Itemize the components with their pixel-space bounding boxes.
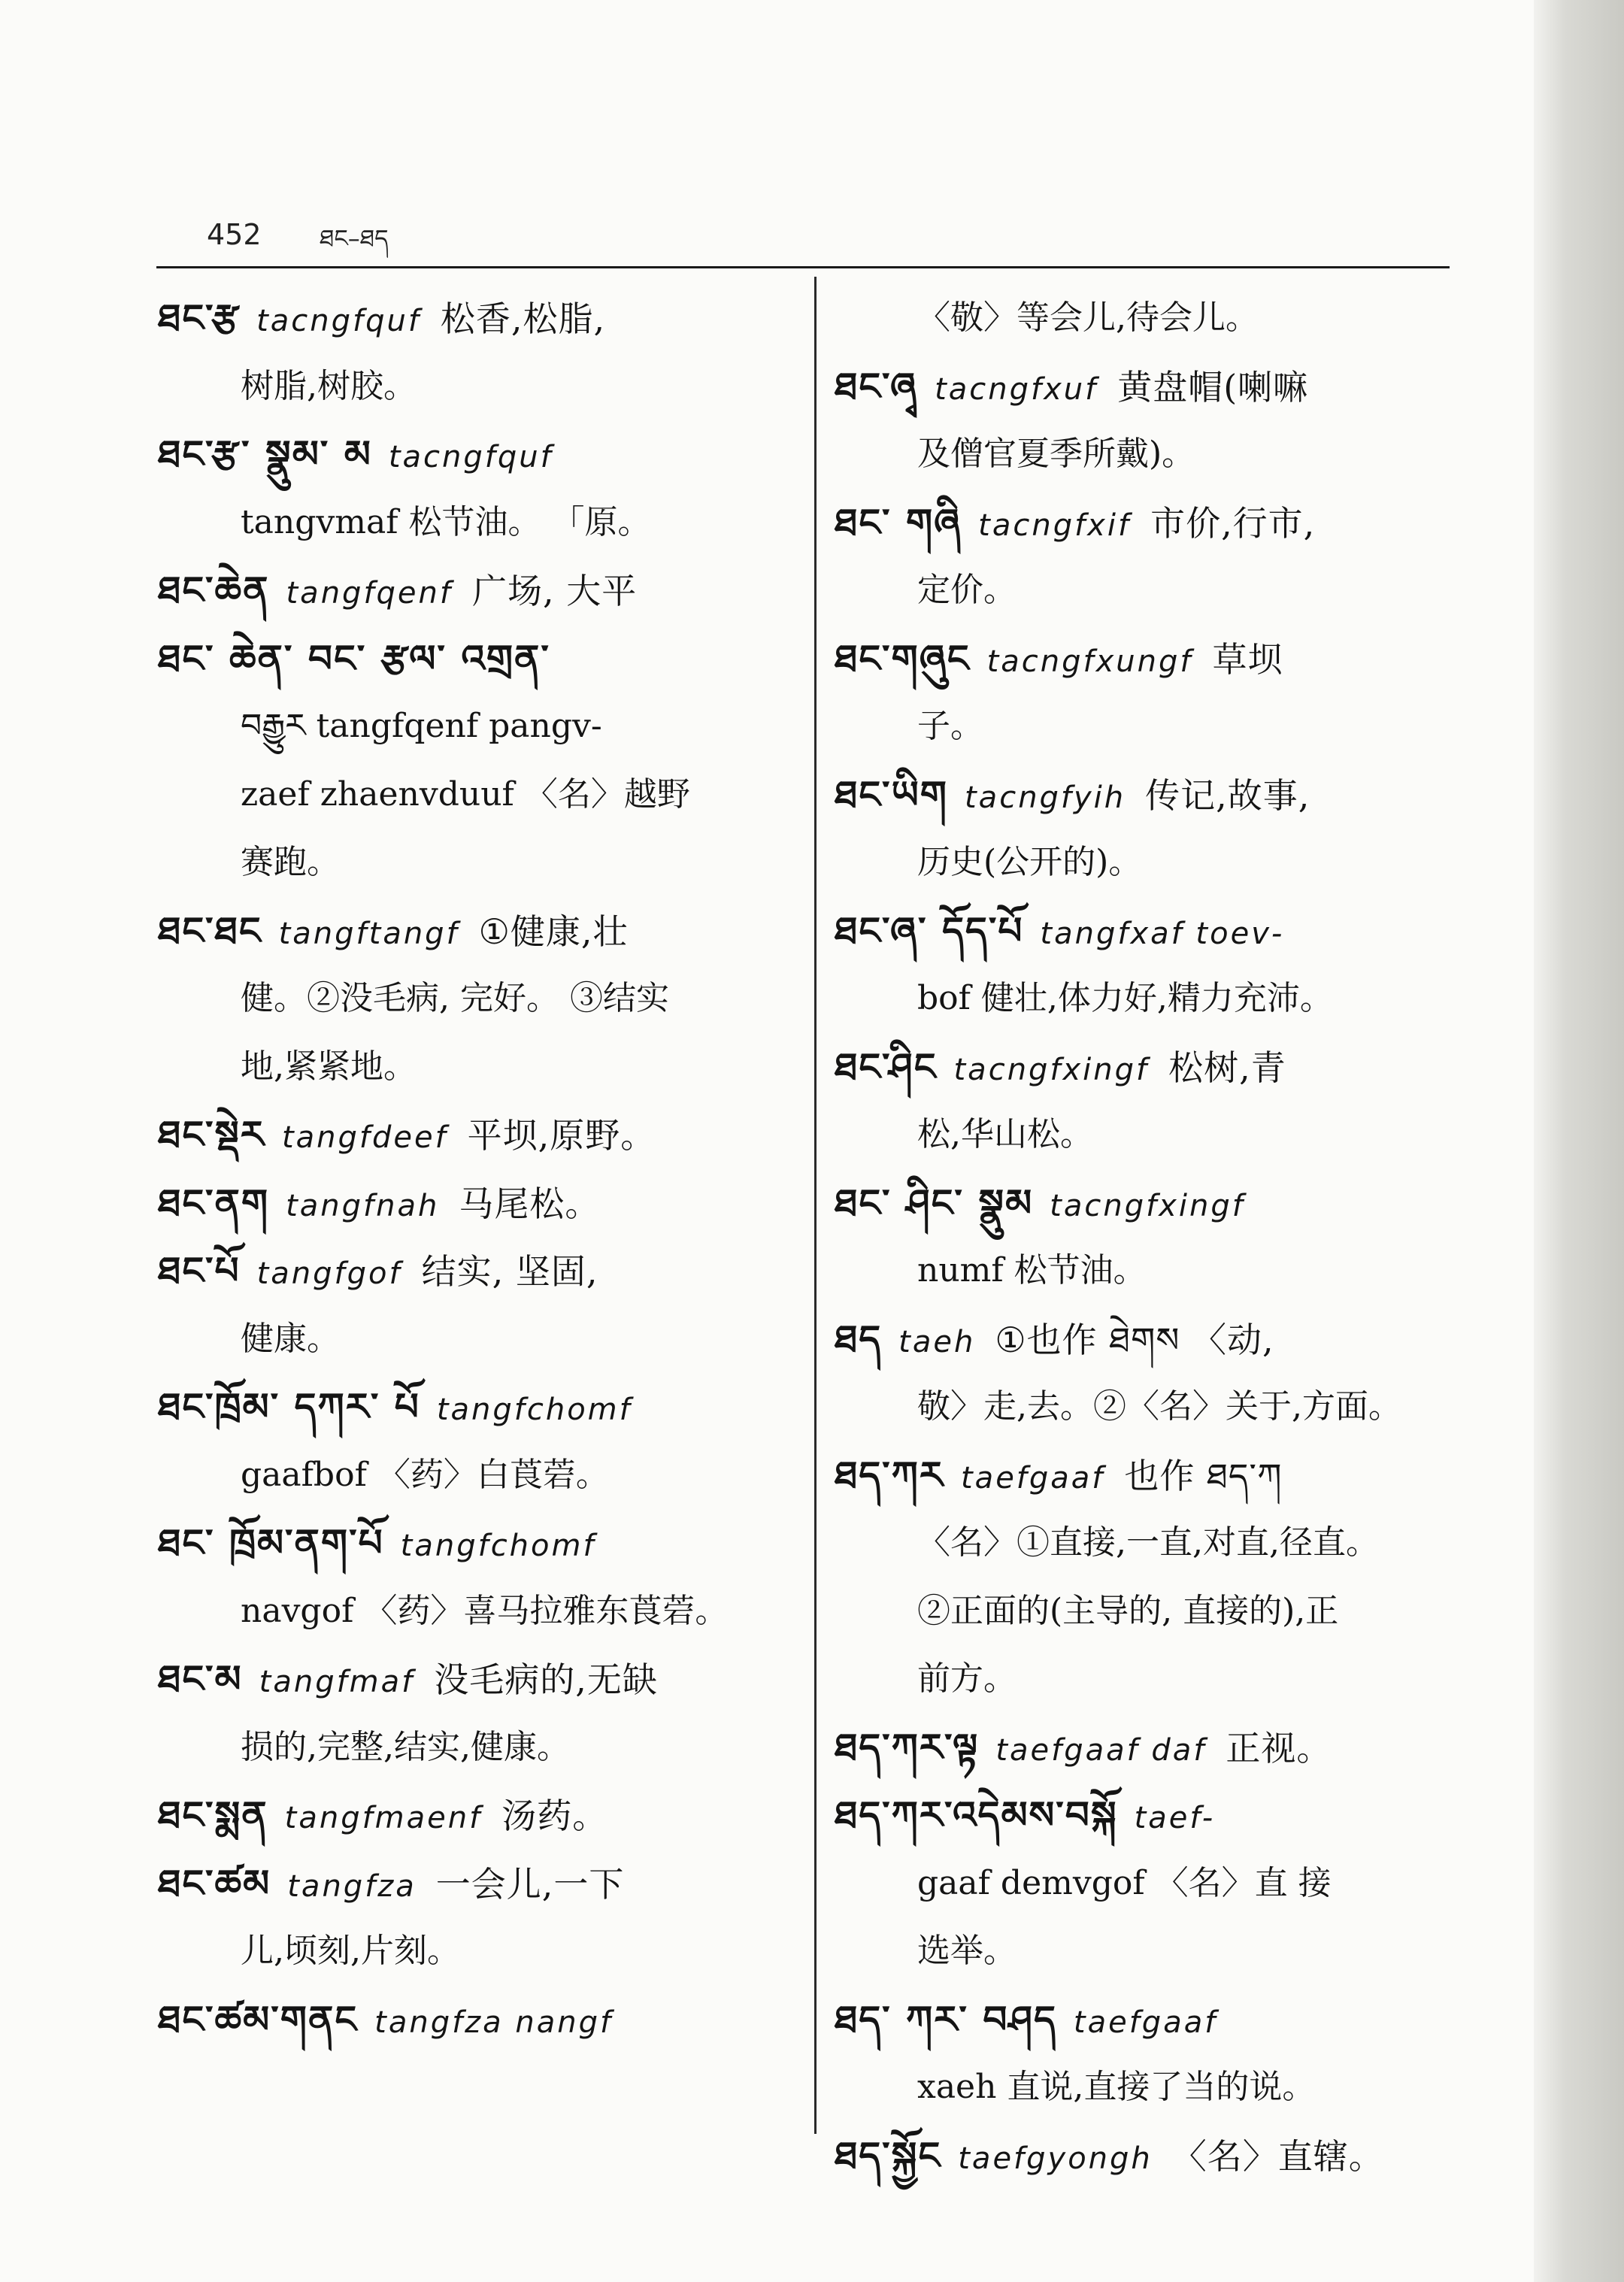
tibetan-headword: ཐད་ ཀར་ བཤད	[835, 1997, 1057, 2041]
entry-line	[158, 556, 797, 625]
chinese-definition: 平坝,原野。	[467, 1115, 656, 1156]
tibetan-headword: ཐང་ ཁྲོམ་ནག་པོ	[158, 1521, 384, 1565]
entry-continuation-line: zaef zhaenvduuf 〈名〉越野	[241, 774, 690, 814]
tibetan-headword: ཐང་རྩ	[158, 296, 241, 340]
tibetan-headword: ཐང་ནག	[158, 1180, 270, 1225]
tibetan-headword: ཐད་ཀར་འདེམས་བསྐོ	[835, 1793, 1118, 1837]
entry-continuation-line: bof 健壮,体力好,精力充沛。	[917, 979, 1333, 1017]
entry-continuation-line: 赛跑。	[241, 843, 340, 881]
page-number: 452	[207, 218, 262, 251]
entry-line	[835, 1714, 1474, 1782]
romanization: taeh	[898, 1324, 976, 1359]
romanization: tangfza nangf	[374, 2005, 614, 2040]
entry-line	[158, 897, 797, 965]
entry-line	[835, 897, 1474, 965]
tibetan-headword: ཐང་ གཞི	[835, 500, 962, 544]
tibetan-headword: ཐང་ ཆེན་ བང་ རྩལ་ འགྲན་	[158, 636, 550, 680]
column-divider	[814, 277, 817, 2134]
romanization: tacngfxingf	[953, 1052, 1150, 1087]
tibetan-headword: ཐད་ཀར་ལྟ	[835, 1725, 980, 1769]
chinese-definition: 没毛病的,无缺	[434, 1659, 658, 1700]
romanization: tacngfxingf	[1050, 1188, 1245, 1223]
romanization: taefgaaf daf	[995, 1732, 1207, 1768]
tibetan-headword: ཐད	[835, 1317, 883, 1361]
entry-line	[158, 284, 797, 353]
chinese-definition: 也作 ཐད་ཀ	[1124, 1455, 1283, 1496]
tibetan-headword: ཐང་རྩ་ སྣུམ་ མ	[158, 432, 372, 476]
tibetan-headword: ཐང་མ	[158, 1657, 243, 1701]
tibetan-headword: ཐང་གཞུང	[835, 636, 971, 680]
entry-continuation-line: xaeh 直说,直接了当的说。	[917, 2068, 1316, 2106]
chinese-definition: ①健康,壮	[478, 911, 629, 952]
entry-line	[158, 420, 797, 489]
romanization: tacngfquf	[388, 440, 553, 474]
chinese-definition: 草坝	[1212, 638, 1283, 680]
tibetan-headword: ཐང་ཁྲོམ་ དཀར་ པོ	[158, 1385, 420, 1429]
entry-line	[158, 1101, 797, 1169]
entry-line	[158, 1781, 797, 1850]
entry-line	[158, 1509, 797, 1577]
entry-continuation-line: 定价。	[917, 571, 1017, 609]
romanization: taef-	[1134, 1801, 1216, 1835]
tibetan-headword: ཐད་ཀར	[835, 1453, 944, 1497]
entry-continuation-line: བརྒྱུར tangfqenf pangv-	[241, 707, 602, 745]
entry-continuation-line: 儿,顷刻,片刻。	[241, 1932, 460, 1970]
tibetan-headword: ཐང་ཞ་ དོད་པོ	[835, 908, 1024, 953]
entry-continuation-line: 树脂,树胶。	[241, 366, 417, 405]
romanization: tangftangf	[278, 916, 459, 951]
chinese-definition: 一会儿,一下	[435, 1863, 625, 1905]
tibetan-headword: ཐང་པོ	[158, 1249, 241, 1293]
romanization: tangfdeef	[281, 1120, 448, 1155]
entry-continuation-line: 子。	[917, 707, 983, 745]
romanization: taefgyongh	[958, 2141, 1153, 2176]
chinese-definition: 传记,故事,	[1145, 774, 1310, 816]
tibetan-headword: ཐང་ཐང	[158, 908, 262, 953]
chinese-definition: 市价,行市,	[1150, 502, 1316, 544]
romanization: tangfmaf	[259, 1665, 415, 1699]
romanization: tangfqenf	[286, 576, 453, 611]
entry-continuation-line: 及僧官夏季所戴)。	[917, 435, 1195, 473]
chinese-definition: ①也作 ཐེགས 〈动,	[995, 1319, 1274, 1360]
chinese-definition: 〈名〉直辖。	[1171, 2135, 1384, 2177]
right-column	[835, 284, 1474, 2190]
entry-line	[158, 1645, 797, 1714]
entry-continuation-line: 地,紧紧地。	[241, 1047, 417, 1086]
romanization: tacngfquf	[256, 304, 421, 338]
romanization: tangfnah	[286, 1188, 440, 1223]
entry-line	[158, 1373, 797, 1441]
entry-line	[158, 625, 797, 693]
entry-line	[835, 1986, 1474, 2054]
entry-continuation-line: tangvmaf 松节油。 「原。	[241, 502, 651, 541]
tibetan-headword: ཐང་ཞྭ	[835, 364, 919, 408]
romanization: tangfxaf toev-	[1040, 916, 1285, 951]
chinese-definition: 马尾松。	[459, 1183, 601, 1224]
entry-line	[835, 761, 1474, 829]
chinese-definition: 广场, 大平	[471, 571, 638, 611]
tibetan-headword: ཐང་ ཤིང་ སྣུམ	[835, 1180, 1034, 1225]
entry-continuation-line: 健康。	[241, 1319, 340, 1358]
romanization: tacngfxungf	[986, 644, 1193, 679]
chinese-definition: 结实, 坚固,	[421, 1251, 598, 1292]
entry-line	[835, 1033, 1474, 1102]
entry-line	[835, 1781, 1474, 1850]
chinese-definition: 黄盘帽(喇嘛	[1117, 366, 1309, 408]
entry-line	[158, 1169, 797, 1238]
chinese-definition: 松树,青	[1168, 1047, 1286, 1088]
romanization: taefgaaf	[961, 1460, 1105, 1496]
romanization: tacngfxif	[978, 508, 1132, 543]
tibetan-headword: ཐང་ཡིག	[835, 772, 948, 817]
entry-line	[835, 353, 1474, 421]
chinese-definition: 汤药。	[501, 1796, 608, 1836]
tibetan-headword: ཐང་ཚམ	[158, 1861, 271, 1905]
tibetan-headword: ཐང་ཆེན	[158, 568, 270, 612]
entry-continuation-line: numf 松节油。	[917, 1251, 1147, 1289]
entry-continuation-line: 历史(公开的)。	[917, 843, 1142, 881]
entry-continuation-line: 〈名〉①直接,一直,对直,径直。	[917, 1523, 1379, 1562]
header-rule	[156, 266, 1450, 268]
entry-continuation-line: 健。②没毛病, 完好。 ③结实	[241, 979, 669, 1017]
entry-continuation-line: ②正面的(主导的, 直接的),正	[917, 1591, 1339, 1630]
entry-line	[835, 625, 1474, 693]
entry-line	[835, 2122, 1474, 2190]
entry-line	[158, 1850, 797, 1918]
romanization: taefgaaf	[1073, 2005, 1218, 2040]
romanization: tangfchomf	[400, 1529, 596, 1563]
romanization: tacngfyih	[965, 780, 1126, 815]
entry-line	[835, 489, 1474, 557]
entry-line	[835, 1305, 1474, 1374]
entry-line	[158, 1986, 797, 2054]
entry-continuation-line: gaaf demvgof 〈名〉直 接	[917, 1863, 1332, 1902]
entry-continuation-line: 选举。	[917, 1932, 1017, 1970]
entry-continuation-line: 损的,完整,结实,健康。	[241, 1727, 570, 1766]
romanization: tacngfxuf	[935, 371, 1098, 407]
scan-edge-shadow	[1534, 0, 1624, 2282]
entry-line	[835, 1169, 1474, 1238]
entry-continuation-line: navgof 〈药〉喜马拉雅东莨菪。	[241, 1591, 729, 1630]
page-headword-range: ཐང–ཐད	[320, 224, 389, 253]
tibetan-headword: ཐང་སྨན	[158, 1793, 268, 1837]
tibetan-headword: ཐང་ཤིང	[835, 1044, 938, 1089]
romanization: tangfmaenf	[284, 1801, 483, 1835]
entry-continuation-line: 〈敬〉等会儿,待会儿。	[917, 299, 1259, 337]
entry-continuation-line: 前方。	[917, 1659, 1017, 1698]
entry-line	[835, 1441, 1474, 1510]
tibetan-headword: ཐང་སྡེར	[158, 1113, 265, 1156]
romanization: tangfchomf	[436, 1393, 632, 1427]
romanization: tangfza	[287, 1868, 417, 1904]
tibetan-headword: ཐད་སྐྱོང	[835, 2133, 942, 2177]
left-column	[158, 284, 797, 2053]
chinese-definition: 正视。	[1226, 1727, 1332, 1768]
romanization: tangfgof	[256, 1256, 402, 1291]
entry-continuation-line: 松,华山松。	[917, 1115, 1093, 1153]
chinese-definition: 松香,松脂,	[440, 299, 606, 339]
entry-continuation-line: 敬〉走,去。②〈名〉关于,方面。	[917, 1387, 1401, 1426]
entry-line	[158, 1237, 797, 1305]
tibetan-headword: ཐང་ཚམ་གནང	[158, 1997, 359, 2041]
entry-continuation-line: gaafbof 〈药〉白莨菪。	[241, 1455, 609, 1494]
